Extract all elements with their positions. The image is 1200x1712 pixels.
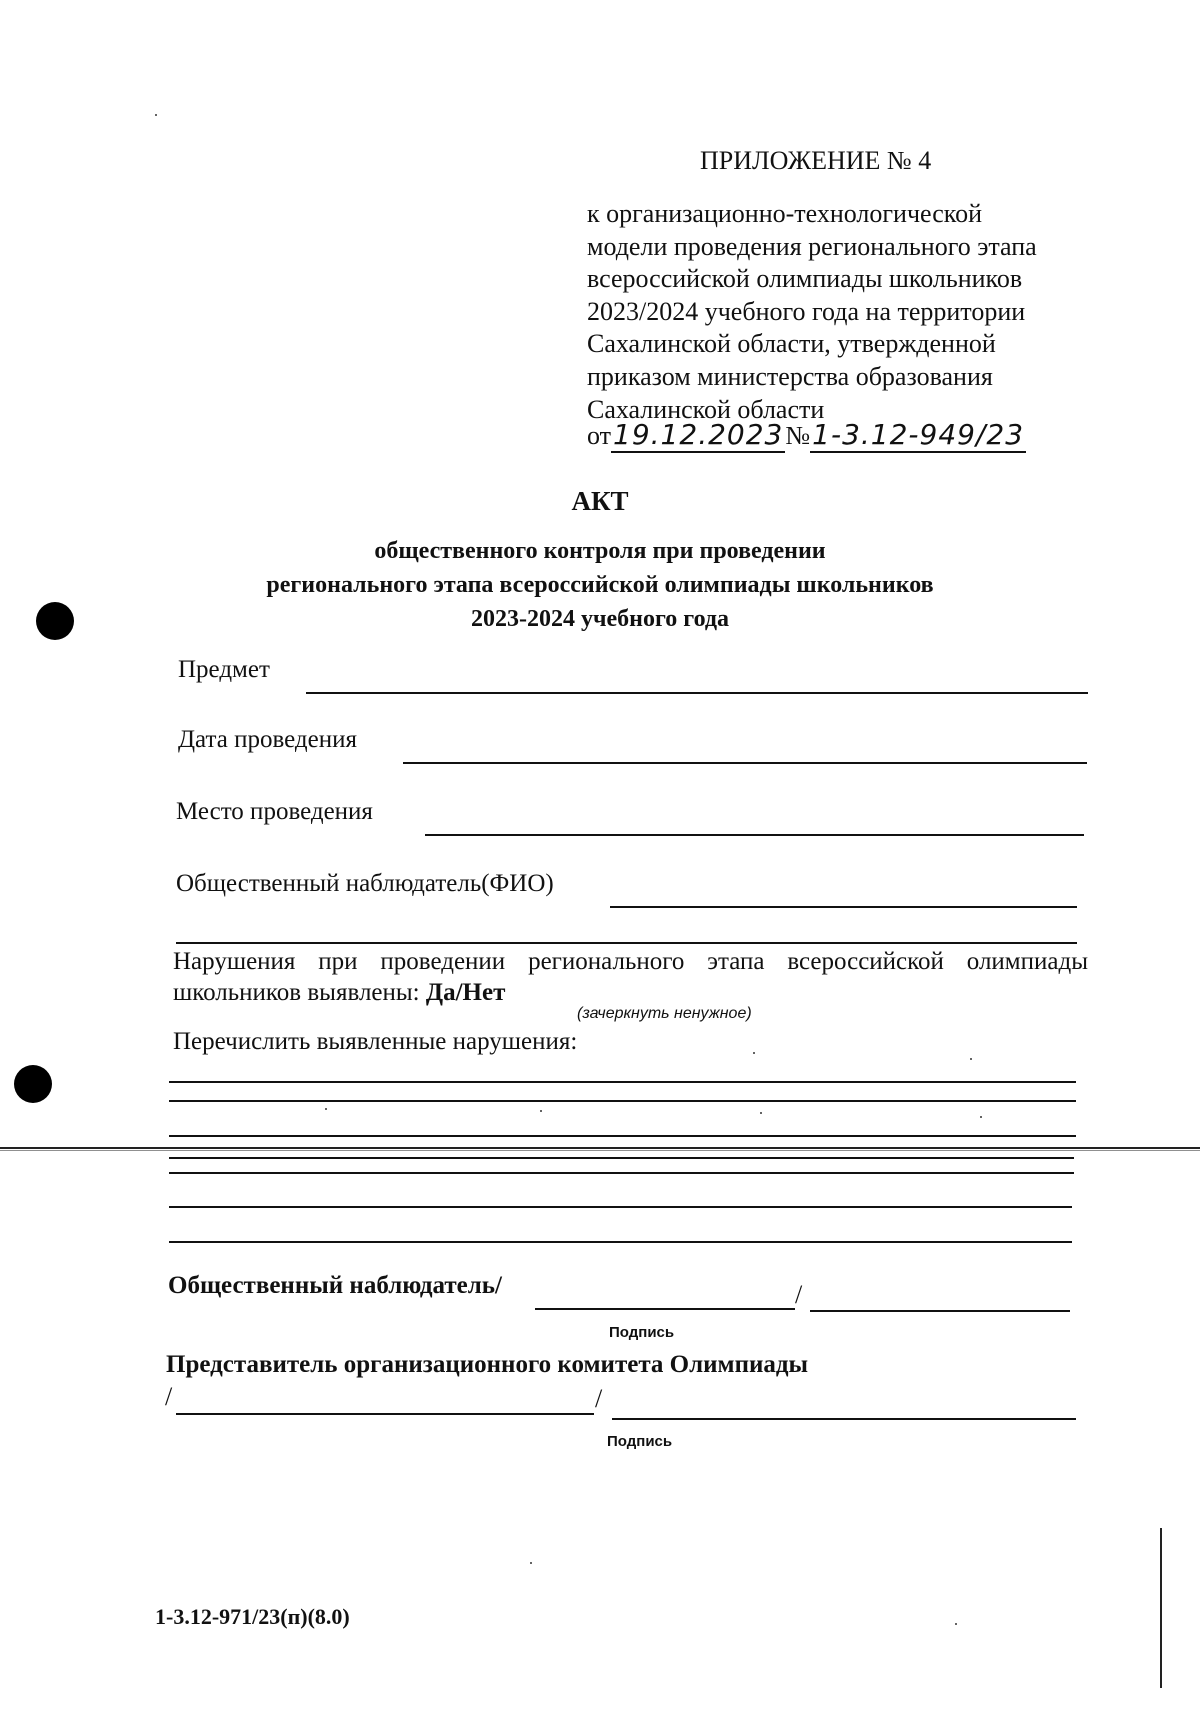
handwritten-order-number: 1-3.12-949/23 (812, 418, 1025, 451)
date-prefix: от (587, 421, 612, 450)
order-date-number (587, 418, 1026, 453)
annex-line: модели проведения регионального этапа (587, 231, 1037, 261)
signature-caption: Подпись (607, 1433, 673, 1450)
date-label: Дата проведения (178, 726, 357, 753)
act-subtitle-line: 2023-2024 учебного года (470, 606, 730, 632)
violations-hint: (зачеркнуть ненужное) (577, 1005, 752, 1022)
committee-signature-label: Представитель организационного комитета Олимпиады (166, 1351, 809, 1378)
act-subtitle-line: общественного контроля при проведении (374, 538, 826, 564)
annex-description (587, 198, 1037, 426)
separator-slash: / (165, 1382, 173, 1411)
annex-line: 2023/2024 учебного года на территории (587, 296, 1026, 326)
scan-speck (760, 1112, 762, 1114)
violation-line[interactable] (169, 1172, 1074, 1174)
separator-slash: / (595, 1384, 603, 1413)
scan-speck (955, 1623, 957, 1625)
observer-label: Общественный наблюдатель(ФИО) (176, 870, 554, 897)
act-subtitle-line: регионального этапа всероссийской олимпиады школьников (266, 572, 934, 598)
number-prefix: № (785, 421, 811, 450)
act-title: АКТ (571, 486, 629, 516)
committee-name-field[interactable] (612, 1418, 1076, 1420)
date-field[interactable] (403, 762, 1087, 764)
observer-name-field[interactable] (610, 906, 1077, 908)
annex-line: всероссийской олимпиады школьников (587, 264, 1023, 294)
observer-signature-label: Общественный наблюдатель/ (168, 1272, 502, 1299)
place-label: Место проведения (176, 798, 373, 825)
annex-line: Сахалинской области, утвержденной (587, 329, 996, 359)
observer-signature-field[interactable] (535, 1308, 795, 1310)
violation-line[interactable] (169, 1081, 1076, 1083)
violations-text: Нарушения при проведении регионального этапа всероссийской олимпиады школьников выявлены: (173, 948, 1088, 1006)
scan-speck (530, 1562, 532, 1564)
violation-line[interactable] (169, 1241, 1072, 1243)
scan-artifact-line (0, 1147, 1200, 1149)
handwritten-date: 19.12.2023 (613, 418, 784, 451)
scan-speck (325, 1108, 327, 1110)
punch-hole (14, 1065, 52, 1103)
scan-speck (980, 1116, 982, 1118)
document-code: 1-3.12-971/23(п)(8.0) (155, 1604, 350, 1629)
annex-line: к организационно-технологической (587, 199, 983, 228)
scan-artifact-edge (1160, 1528, 1162, 1688)
annex-line: Сахалинской области (587, 394, 825, 424)
scan-speck (540, 1110, 542, 1112)
violations-answer[interactable]: Да/Нет (425, 979, 506, 1006)
scan-speck (155, 114, 157, 116)
violation-line[interactable] (169, 1157, 1074, 1159)
subject-field[interactable] (306, 692, 1088, 694)
committee-signature-field[interactable] (176, 1413, 594, 1415)
violation-line[interactable] (169, 1135, 1076, 1137)
violations-list-label: Перечислить выявленные нарушения: (173, 1028, 578, 1055)
signature-caption: Подпись (609, 1324, 675, 1341)
scan-speck (753, 1052, 755, 1054)
scan-speck (970, 1058, 972, 1060)
place-field[interactable] (425, 834, 1084, 836)
scan-artifact-line (0, 1150, 1200, 1151)
violations-statement (173, 946, 1088, 1008)
separator-slash: / (795, 1280, 803, 1309)
annex-line: приказом министерства образования (587, 361, 993, 391)
annex-title: ПРИЛОЖЕНИЕ № 4 (700, 146, 932, 175)
violation-line[interactable] (169, 1206, 1072, 1208)
observer-name-signature-field[interactable] (810, 1310, 1070, 1312)
observer-name-field-continuation[interactable] (176, 942, 1077, 944)
act-subtitle (0, 534, 1200, 636)
violation-line[interactable] (169, 1100, 1076, 1102)
subject-label: Предмет (178, 656, 270, 683)
